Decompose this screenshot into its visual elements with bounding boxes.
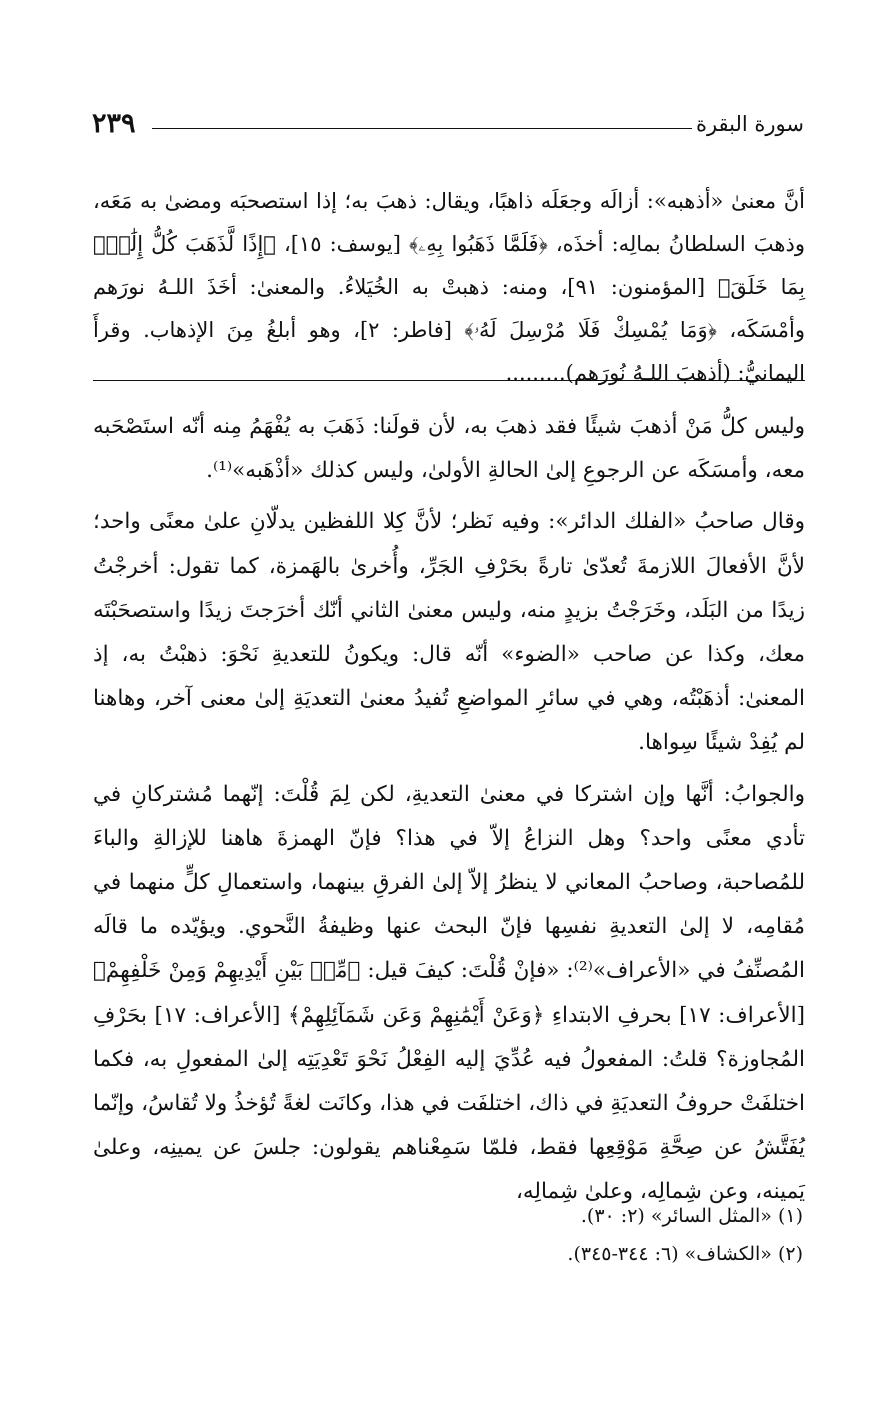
header-rule — [152, 128, 692, 129]
footnote-1: (١) «المثل السائر» (٢: ٣٠). — [580, 1205, 803, 1227]
surah-title: سورة البقرة — [695, 112, 804, 136]
paragraph-3: والجوابُ: أنَّها وإن اشتركا في معنىٰ التعديةِ، لكن لِمَ قُلْتَ: إنّهما مُشتركانِ في تأدي معنًى واحد؟ وهل النزاعُ إلاّ في هذا؟ فإنّ الهمزةَ هاهنا للإزالةِ والباءَ للمُصاحبة، وصاحبُ المعاني لا ينظرُ إلاّ إلىٰ الفرقِ بينهما، واستعمالِ كلٍّ منهما في مُقامِه، لا إلىٰ التعديةِ نفسِها فإنّ البحث عنها وظيفةُ النَّحوي. ويؤيّده ما قالَه المُصنِّفُ في «الأعراف»⁽²⁾: «فإنْ قُلْتَ: كيفَ قيل: ﴿مِّنۢ بَيْنِ أَيْدِيهِمْ وَمِنْ خَلْفِهِمْ﴾ [الأعراف: ١٧] بحرفِ الابتداءِ ﴿وَعَنْ أَيْمَٰنِهِمْ وَعَن شَمَآئِلِهِمْ﴾ [الأعراف: ١٧] بحَرْفِ المُجاوزة؟ قلتُ: المفعولُ فيه عُدِّيَ إليه الفِعْلُ نَحْوَ تَعْدِيَتِه إلىٰ المفعولِ به، فكما اختلفَتْ حروفُ التعديَةِ في ذاك، اختلفَت في هذا، وكانَت لغةً تُؤخذُ ولا تُقاسُ، وإنّما يُفَتَّشُ عن صِحَّةِ مَوْقِعِها فقط، فلمّا سَمِعْناهم يقولون: جلسَ عن يمينِه، وعلىٰ يَمينه، وعن شِمالِه، وعلىٰ شِمالِه، — [93, 781, 805, 1205]
quoted-commentary-text: أنَّ معنىٰ «أذهبه»: أزالَه وجعَلَه ذاهبًا، ويقال: ذهبَ به؛ إذا استصحبَه ومضىٰ به مَعَه، وذهبَ السلطانُ بمالِه: أخذَه، ﴿فَلَمَّا ذَهَبُوا بِهِۦ﴾ [يوسف: ١٥]، ﴿إِذًا لَّذَهَبَ كُلُّ إِلَٰهِۭ بِمَا خَلَقَ﴾ [المؤمنون: ٩١]، ومنه: ذهبتْ به الخُيَلاءُ. والمعنىٰ: أخَذَ اللـهُ نورَهم وأمْسَكَه، ﴿وَمَا يُمْسِكْ فَلَا مُرْسِلَ لَهُۥ﴾ [فاطر: ٢]، وهو أبلغُ مِنَ الإذهاب. وقرأَ اليمانيُّ: (أذهبَ اللـهُ نُورَهم)......... — [93, 189, 805, 385]
footnote-2: (٢) «الكشاف» (٦: ٣٤٤-٣٤٥). — [567, 1243, 803, 1265]
footnotes — [303, 1197, 803, 1273]
quoted-commentary — [93, 180, 805, 395]
section-divider — [93, 380, 805, 381]
running-header — [92, 108, 804, 148]
main-text — [93, 405, 805, 1222]
page-number: ٢٣٩ — [92, 108, 136, 139]
paragraph-2: وقال صاحبُ «الفلك الدائر»: وفيه نَظر؛ لأنَّ كِلا اللفظين يدلّانِ علىٰ معنًى واحد؛ لأنَّ الأفعالَ اللازمةَ تُعدّىٰ تارةً بحَرْفِ الجَرِّ، وأُخرىٰ بالهَمزة، كما تقول: أخرجْتُ زيدًا من البَلَد، وخَرَجْتُ بزيدٍ منه، وليس معنىٰ الثاني أنّك أخرَجتَ زيدًا واستصحَبْتَه معك، وكذا عن صاحب «الضوء» أنّه قال: ويكونُ للتعديةِ نَحْوَ: ذهبْتُ به، إذ المعنىٰ: أذهَبْتُه، وهي في سائرِ المواضعِ تُفيدُ معنىٰ التعديَةِ إلىٰ معنى آخر، وهاهنا لم يُفِدْ شيئًا سِواها. — [93, 509, 805, 756]
paragraph-1: وليس كلُّ مَنْ أذهبَ شيئًا فقد ذهبَ به، لأن قولَنا: ذَهَبَ به يُفْهَمُ مِنه أنّه استَصْحَبه معه، وأمسَكَه عن الرجوعِ إلىٰ الحالةِ الأولىٰ، وليس كذلك «أذْهَبه»⁽¹⁾. — [93, 414, 805, 484]
